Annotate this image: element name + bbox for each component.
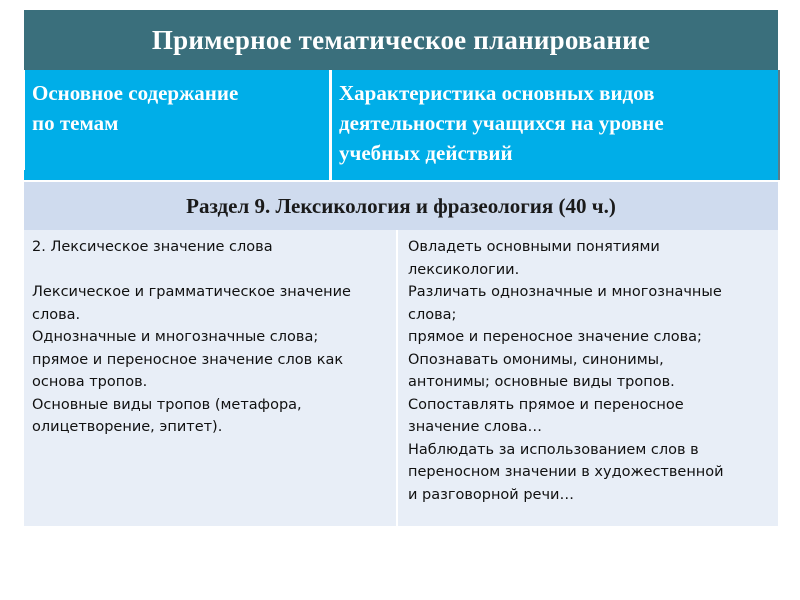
- header-right-line: деятельности учащихся на уровне: [339, 111, 664, 135]
- content-line: прямое и переносное значение слов как: [32, 351, 344, 368]
- header-cell-activities: [339, 70, 769, 180]
- body-column-divider: [396, 230, 398, 526]
- activities-cell: [408, 236, 773, 506]
- content-line: основа тропов.: [32, 374, 148, 390]
- activity-line: прямое и переносное значение слова;: [408, 329, 702, 345]
- activity-line: слова;: [408, 306, 457, 323]
- header-left-edge: [23, 70, 25, 170]
- slide-title-bar: [24, 10, 778, 70]
- content-line: слова.: [32, 306, 81, 323]
- activity-line: антонимы; основные виды тропов.: [408, 374, 675, 390]
- header-right-line: Характеристика основных видов: [339, 81, 655, 105]
- header-left-line: по темам: [32, 111, 119, 135]
- activity-line: Наблюдать за использованием слов в: [408, 441, 699, 458]
- activity-line: Опознавать омонимы, синонимы,: [408, 351, 664, 368]
- activity-line: Овладеть основными понятиями: [408, 239, 660, 255]
- activity-line: значение слова…: [408, 419, 543, 435]
- activity-line: Различать однозначные и многозначные: [408, 284, 722, 300]
- content-line: олицетворение, эпитет).: [32, 419, 223, 435]
- content-cell: [32, 236, 390, 439]
- content-line: Лексическое и грамматическое значение: [32, 284, 351, 300]
- spacer: [32, 259, 390, 282]
- activity-line: и разговорной речи…: [408, 486, 574, 503]
- header-shadow-edge: [778, 70, 780, 180]
- content-line: Однозначные и многозначные слова;: [32, 329, 319, 345]
- table-header-row: [24, 70, 778, 180]
- slide-title: Примерное тематическое планирование: [151, 24, 651, 55]
- activity-line: переносном значении в художественной: [408, 464, 724, 480]
- section-row: [24, 180, 778, 230]
- header-right-line: учебных действий: [339, 141, 513, 165]
- header-left-line: Основное содержание: [32, 81, 239, 105]
- section-title: Раздел 9. Лексикология и фразеология (40 ч.): [186, 193, 616, 218]
- content-line: Основные виды тропов (метафора,: [32, 396, 302, 413]
- header-cell-content: [32, 70, 332, 180]
- activity-line: лексикологии.: [408, 261, 520, 278]
- header-column-divider: [329, 70, 332, 180]
- topic-heading: 2. Лексическое значение слова: [32, 239, 273, 255]
- activity-line: Сопоставлять прямое и переносное: [408, 396, 684, 413]
